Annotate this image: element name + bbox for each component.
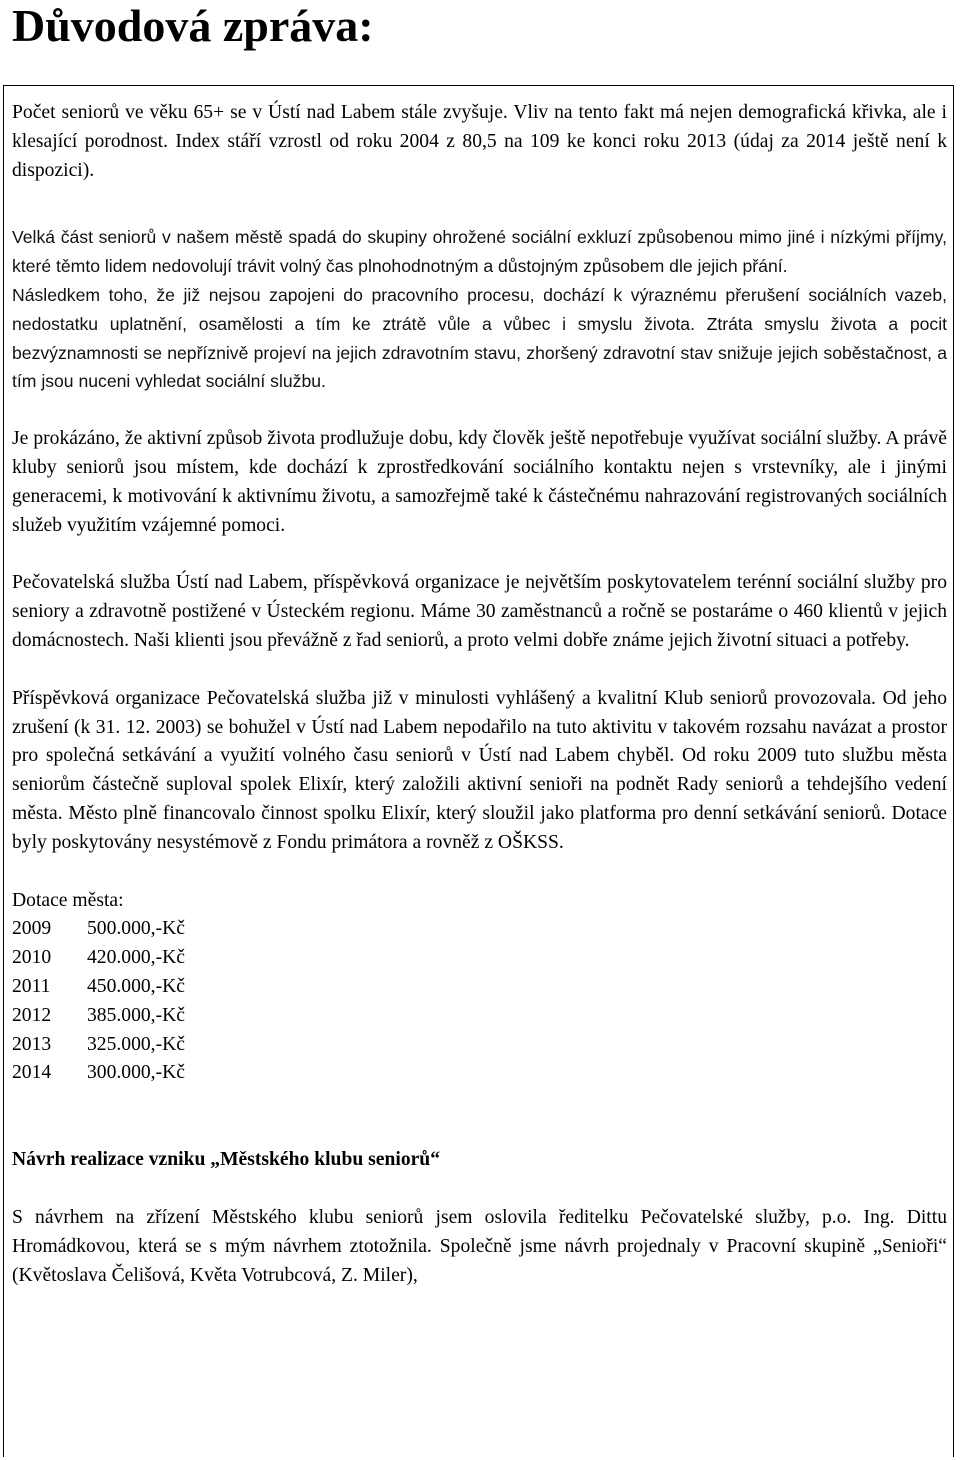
paragraph-care-service: Pečovatelská služba Ústí nad Labem, příspěvková organizace je největším poskytovatelem terénní sociální služby pro seniory a zdravotně postižené v Ústeckém regionu. Máme 30 zaměstnanců a ročně se postaráme o 460 klientů v jejich domácnostech. Naši klienti jsou převážně z řad seniorů, a proto velmi dobře známe jejich životní situaci a potřeby. <box>12 572 947 651</box>
subsidy-amount: 325.000,-Kč <box>87 1033 185 1055</box>
paragraph-proposal: S návrhem na zřízení Městského klubu seniorů jsem oslovila ředitelku Pečovatelské služby, p.o. Ing. Dittu Hromádkovou, která se s mým návrhem ztotožnila. Společně jsme návrh projednaly v Pracovní skupině „Senioři“ (Květoslava Čelišová, Květa Votrubcová, Z. Miler), <box>12 1206 947 1286</box>
subsidy-amount: 300.000,-Kč <box>87 1062 185 1084</box>
subsidies-label: Dotace města: <box>12 889 124 911</box>
document-frame <box>3 85 954 1457</box>
document-body <box>12 99 947 1290</box>
paragraph-gap <box>12 656 947 685</box>
subsidy-year: 2014 <box>12 1062 52 1084</box>
subsidy-year: 2013 <box>12 1033 52 1055</box>
paragraph-social-exclusion: Velká část seniorů v našem městě spadá do skupiny ohrožené sociální exkluzí způsobenou mimo jiné i nízkými příjmy, které těmto lidem nedovolují trávit volný čas plnohodnotným a důstojným způsobem dle jejich přání. <box>12 227 947 277</box>
subsidy-amount: 385.000,-Kč <box>87 1004 185 1026</box>
social-exclusion-section <box>12 223 947 396</box>
paragraph-gap <box>12 1175 947 1204</box>
subsidy-amount: 450.000,-Kč <box>87 975 185 997</box>
subsidy-amount: 420.000,-Kč <box>87 947 185 969</box>
paragraph-active-life: Je prokázáno, že aktivní způsob života prodlužuje dobu, kdy člověk ještě nepotřebuje využívat sociální služby. A právě kluby seniorů jsou místem, kde dochází k zprostředkování sociálního kontaktu nejen s vrstevníky, ale i jinými generacemi, k motivování k aktivnímu životu, a samozřejmě také k částečnému nahrazování registrovaných sociálních služeb využitím vzájemné pomoci. <box>12 428 947 536</box>
subsidy-row <box>12 1002 185 1031</box>
subsidy-year: 2011 <box>12 975 51 997</box>
paragraph-gap <box>12 858 947 887</box>
subsidy-row <box>12 944 185 973</box>
paragraph-gap <box>12 396 947 425</box>
subsidy-year: 2012 <box>12 1004 52 1026</box>
proposal-heading: Návrh realizace vzniku „Městského klubu seniorů“ <box>12 1149 441 1171</box>
subsidies-table <box>12 915 185 1088</box>
paragraph-senior-population: Počet seniorů ve věku 65+ se v Ústí nad Labem stále zvyšuje. Vliv na tento fakt má nejen demografická křivka, ale i klesající porodnost. Index stáří vzrostl od roku 2004 z 80,5 na 109 ke konci roku 2013 (údaj za 2014 ještě není k dispozici). <box>12 102 947 181</box>
subsidy-row <box>12 915 185 944</box>
paragraph-gap <box>12 185 947 223</box>
document-title: Důvodová zpráva: <box>12 0 374 51</box>
paragraph-gap <box>12 1088 947 1146</box>
subsidy-row <box>12 1059 185 1088</box>
paragraph-gap <box>12 540 947 569</box>
subsidy-row <box>12 973 185 1002</box>
paragraph-consequences: Následkem toho, že již nejsou zapojeni do pracovního procesu, dochází k výraznému přerušení sociálních vazeb, nedostatku uplatnění, osamělosti a tím ke ztrátě vůle a vůbec i smyslu života. Ztráta smyslu života a pocit bezvýznamnosti se nepříznivě projeví na jejich zdravotním stavu, zhoršený zdravotní stav snižuje jejich soběstačnost, a tím jsou nuceni vyhledat sociální službu. <box>12 284 947 392</box>
subsidy-year: 2009 <box>12 918 52 940</box>
paragraph-history: Příspěvková organizace Pečovatelská služba již v minulosti vyhlášený a kvalitní Klub seniorů provozovala. Od jeho zrušení (k 31. 12. 2003) se bohužel v Ústí nad Labem nepodařilo na tuto aktivitu v takovém rozsahu navázat a prostor pro společná setkávání a využití volného času seniorů v Ústí nad Labem chyběl. Od roku 2009 tuto službu města seniorům částečně suploval spolek Elixír, který založili aktivní senioři na podnět Rady seniorů a tehdejšího vedení města. Město plně financovalo činnost spolku Elixír, který sloužil jako platforma pro denní setkávání seniorů. Dotace byly poskytovány nesystémově z Fondu primátora a rovněž z OŠKSS. <box>12 687 947 853</box>
subsidy-year: 2010 <box>12 947 52 969</box>
subsidy-amount: 500.000,-Kč <box>87 918 185 940</box>
subsidy-row <box>12 1031 185 1060</box>
